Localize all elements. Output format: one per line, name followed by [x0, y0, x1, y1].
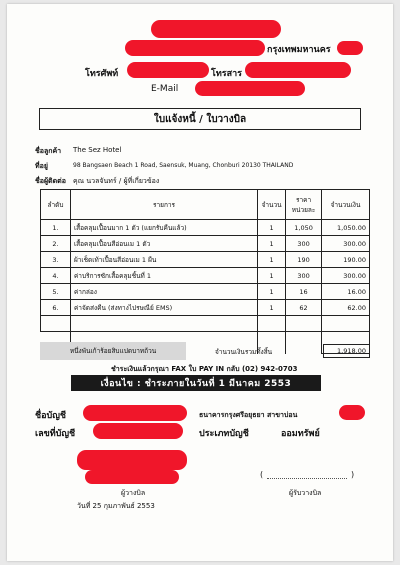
table-row-empty — [41, 316, 370, 332]
invoice-page — [7, 4, 393, 561]
row-qty: 1 — [258, 220, 286, 236]
customer-address-label: ที่อยู่ — [35, 162, 48, 170]
row-amount: 1,050.00 — [322, 220, 370, 236]
header-amount: จำนวนเงิน — [322, 190, 370, 220]
items-table — [40, 189, 370, 354]
city-suffix: กรุงเทพมหานคร — [267, 45, 331, 55]
row-amount: 300.00 — [322, 236, 370, 252]
redacted-company-name — [151, 20, 281, 38]
row-item: เสื้อคลุมเปื้อนสีอ่อนเม 1 ตัว — [70, 236, 257, 252]
close-paren: ) — [351, 470, 355, 479]
receiver-name-line — [267, 478, 347, 479]
total-value: 1,918.00 — [323, 344, 370, 358]
table-row — [41, 252, 370, 268]
account-type-label: ประเภทบัญชี — [199, 429, 249, 439]
account-type-value: ออมทรัพย์ — [281, 429, 320, 439]
row-no: 5. — [41, 284, 71, 300]
redacted-account-no — [93, 423, 183, 439]
customer-name-value: The Sez Hotel — [73, 146, 122, 154]
row-price: 16 — [286, 284, 322, 300]
table-row — [41, 236, 370, 252]
payment-note: ชำระเงินแล้วกรุณา FAX ใบ PAY IN กลับ (02) 942-0703 — [111, 365, 298, 373]
row-qty: 1 — [258, 252, 286, 268]
redacted-account-name — [83, 405, 187, 421]
row-no: 6. — [41, 300, 71, 316]
customer-address-value: 98 Bangsaen Beach 1 Road, Saensuk, Muang, Chonburi 20130 THAILAND — [73, 162, 294, 169]
row-amount: 16.00 — [322, 284, 370, 300]
row-amount: 300.00 — [322, 268, 370, 284]
header-item: รายการ — [70, 190, 257, 220]
row-price: 62 — [286, 300, 322, 316]
row-item: ค่ากล่อง — [70, 284, 257, 300]
row-no: 1. — [41, 220, 71, 236]
redacted-email — [195, 81, 305, 96]
row-price: 1,050 — [286, 220, 322, 236]
row-no: 3. — [41, 252, 71, 268]
row-amount: 62.00 — [322, 300, 370, 316]
header-unit-price-line2: หน่วยละ — [291, 205, 316, 214]
total-label: จำนวนเงินรวมทั้งสิ้น — [215, 348, 273, 356]
phone-label: โทรศัพท์ — [85, 69, 119, 79]
total-amount-text: หนึ่งพันเก้าร้อยสิบแปดบาทถ้วน — [40, 342, 186, 360]
receiver-label: ผู้รับวางบิล — [289, 489, 322, 497]
row-qty: 1 — [258, 236, 286, 252]
header-qty: จำนวน — [258, 190, 286, 220]
header-unit-price — [286, 190, 322, 220]
open-paren: ( — [260, 470, 264, 479]
email-label: E-Mail — [151, 84, 179, 94]
customer-contact-value: คุณ นวลจันทร์ / ผู้ที่เกี่ยวข้อง — [73, 177, 160, 185]
redacted-signer-name — [85, 470, 179, 484]
issue-date: วันที่ 25 กุมภาพันธ์ 2553 — [77, 502, 155, 510]
document-title: ใบแจ้งหนี้ / ใบวางบิล — [39, 108, 361, 130]
row-item: ค่าบริการซักเสื้อคลุมชิ้นที่ 1 — [70, 268, 257, 284]
table-header-row — [41, 190, 370, 220]
bank-branch-text: ธนาคารกรุงศรีอยุธยา สาขาบ่อน — [199, 411, 298, 419]
row-qty: 1 — [258, 300, 286, 316]
table-row — [41, 284, 370, 300]
redacted-address-end — [337, 41, 363, 55]
row-qty: 1 — [258, 268, 286, 284]
row-item: ผ้าเช็ดเท้าเปื้อนสีอ่อนเม 1 ผืน — [70, 252, 257, 268]
account-name-label: ชื่อบัญชี — [35, 411, 67, 421]
table-row — [41, 220, 370, 236]
table-row — [41, 300, 370, 316]
row-item: เสื้อคลุมเปื้อนมาก 1 ตัว (แยกรับคืนแล้ว) — [70, 220, 257, 236]
customer-contact-label: ชื่อผู้ติดต่อ — [35, 177, 66, 185]
row-qty: 1 — [258, 284, 286, 300]
row-amount: 190.00 — [322, 252, 370, 268]
issuer-label: ผู้วางบิล — [121, 489, 146, 497]
payment-condition-banner: เงื่อนไข : ชำระภายในวันที่ 1 มีนาคม 2553 — [71, 375, 321, 391]
row-price: 300 — [286, 236, 322, 252]
redacted-fax — [245, 62, 351, 78]
row-price: 300 — [286, 268, 322, 284]
row-price: 190 — [286, 252, 322, 268]
redacted-phone — [127, 62, 209, 78]
row-no: 4. — [41, 268, 71, 284]
row-no: 2. — [41, 236, 71, 252]
redacted-address — [125, 40, 265, 56]
redacted-signature — [77, 450, 187, 470]
header-no: ลำดับ — [41, 190, 71, 220]
header-unit-price-line1: ราคา — [295, 195, 312, 204]
account-no-label: เลขที่บัญชี — [35, 429, 76, 439]
fax-label: โทรสาร — [211, 69, 242, 79]
redacted-branch — [339, 405, 365, 420]
customer-name-label: ชื่อลูกค้า — [35, 147, 62, 155]
row-item: ค่าจัดส่งคืน (ส่งทางไปรษณีย์ EMS) — [70, 300, 257, 316]
table-row — [41, 268, 370, 284]
